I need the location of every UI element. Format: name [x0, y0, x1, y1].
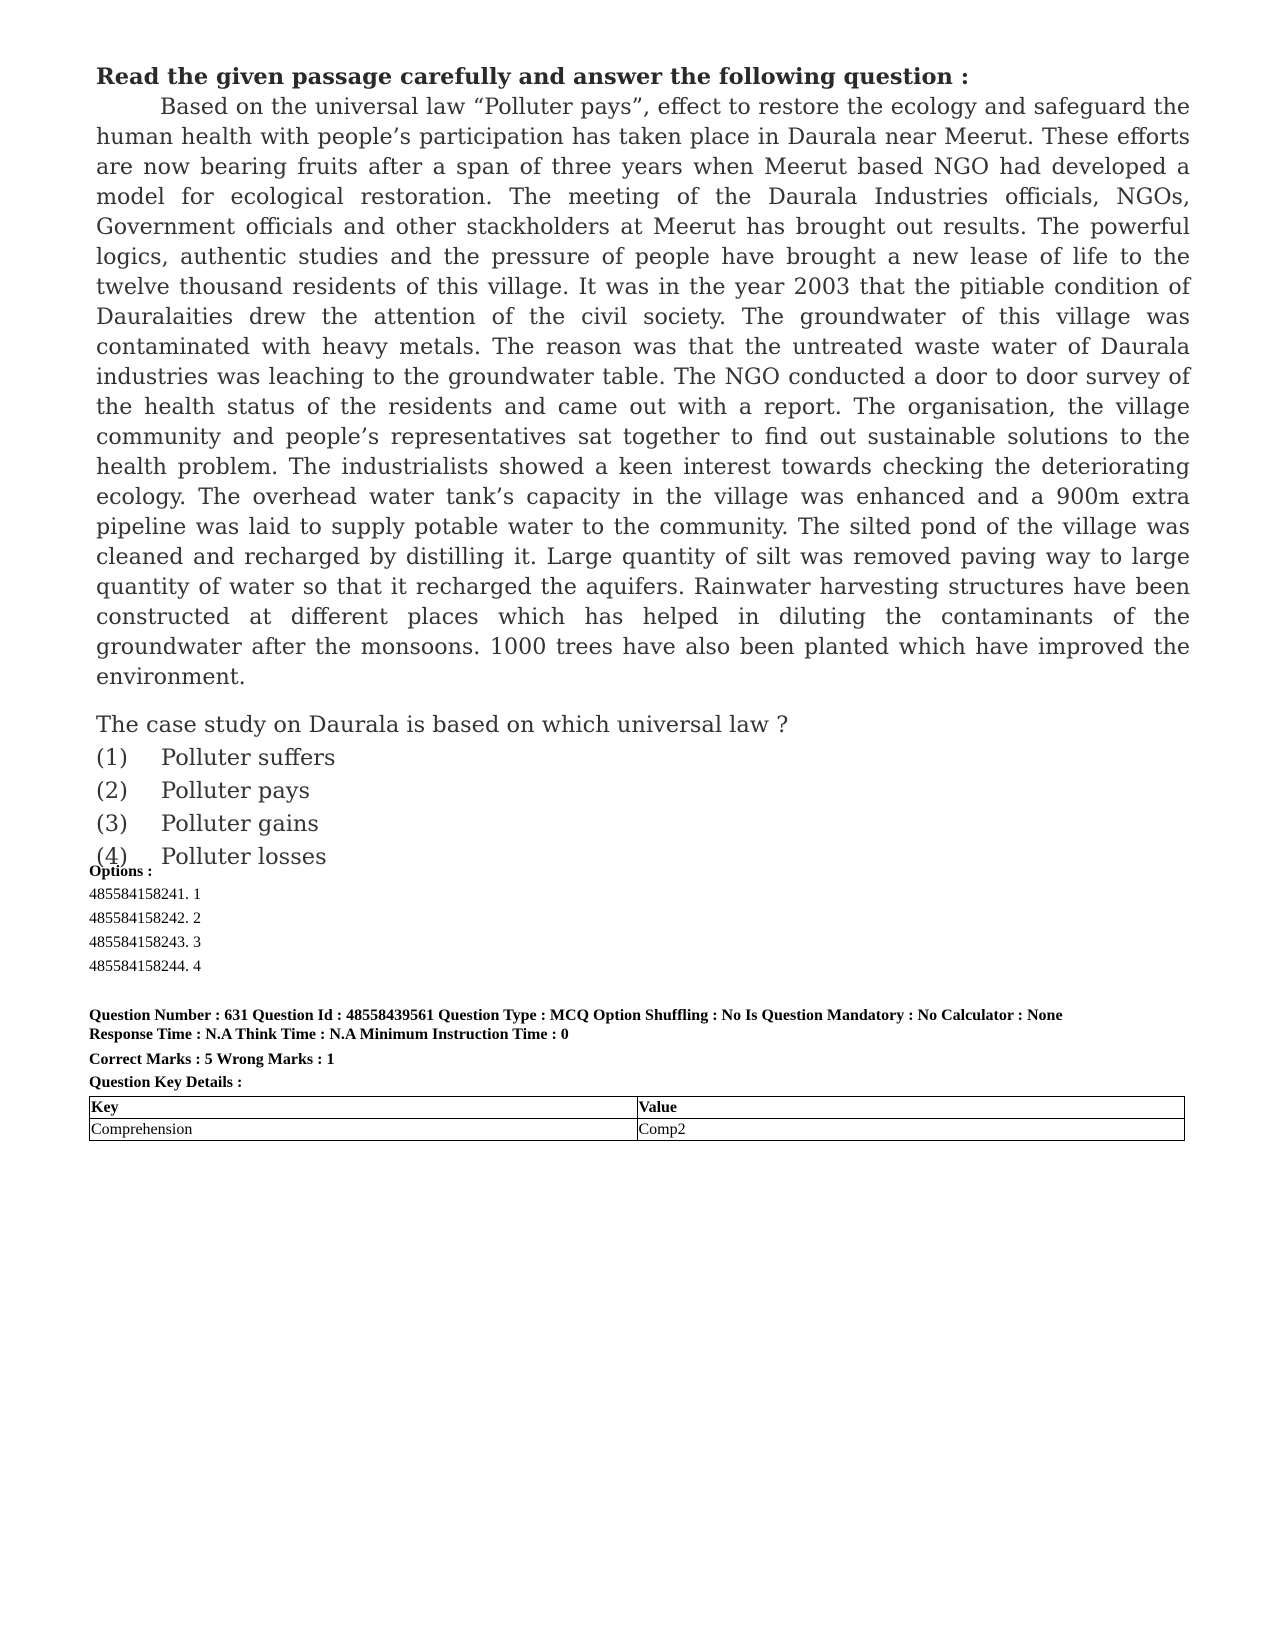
- choice-number: (3): [96, 811, 128, 837]
- choice-number: (1): [96, 745, 128, 771]
- choice-item: [96, 742, 1190, 775]
- choice-list: [96, 742, 1190, 874]
- question-info-line-1: Question Number : 631 Question Id : 48558439561 Question Type : MCQ Option Shuffling : No Is Question Mandatory : No Calculator : None: [89, 1007, 1063, 1024]
- choice-item: [96, 808, 1190, 841]
- question-meta: [89, 861, 1185, 1141]
- table-header-row: [90, 1097, 1185, 1119]
- option-id-row: 485584158244. 4: [89, 958, 201, 975]
- key-details-table: [89, 1096, 1185, 1141]
- table-header-key: Key: [90, 1097, 638, 1119]
- option-id-row: 485584158243. 3: [89, 934, 201, 951]
- passage-body: Based on the universal law “Polluter pays”, effect to restore the ecology and safeguard the human health with people’s participation has taken place in Daurala near Meerut. These efforts are now bearing fruits after a span of three years when Meerut based NGO had developed a model for ecological restoration. The meeting of the Daurala Industries officials, NGOs, Government officials and other stackholders at Meerut has brought out results. The powerful logics, authentic studies and the pressure of people have brought a new lease of life to the twelve thousand residents of this village. It was in the year 2003 that the pitiable condition of Dauralaities drew the attention of the civil society. The groundwater of this village was contaminated with heavy metals. The reason was that the untreated waste water of Daurala industries was leaching to the groundwater table. The NGO conducted a door to door survey of the health status of the residents and came out with a report. The organisation, the village community and people’s representatives sat together to find out sustainable solutions to the health problem. The industrialists showed a keen interest towards checking the deteriorating ecology. The overhead water tank’s capacity in the village was enhanced and a 900m extra pipeline was laid to supply potable water to the community. The silted pond of the village was cleaned and recharged by distilling it. Large quantity of silt was removed paving way to large quantity of water so that it recharged the aquifers. Rainwater harvesting structures have been constructed at different places which has helped in diluting the contaminants of the groundwater after the monsoons. 1000 trees have also been planted which have improved the environment.: [96, 94, 1190, 690]
- question-info-line-2: Response Time : N.A Think Time : N.A Minimum Instruction Time : 0: [89, 1026, 569, 1043]
- options-title: Options :: [89, 863, 153, 880]
- choice-number: (2): [96, 778, 128, 804]
- table-header-value: Value: [637, 1097, 1185, 1119]
- marks-line: Correct Marks : 5 Wrong Marks : 1: [89, 1051, 335, 1068]
- choice-label: Polluter gains: [161, 811, 319, 837]
- question-text: The case study on Daurala is based on which universal law ?: [96, 712, 789, 738]
- passage-image-block: [96, 62, 1190, 874]
- table-cell-key: Comprehension: [90, 1119, 638, 1141]
- choice-item: [96, 775, 1190, 808]
- passage-heading: Read the given passage carefully and answer the following question :: [96, 64, 970, 90]
- choice-label: Polluter pays: [161, 778, 310, 804]
- option-id-row: 485584158241. 1: [89, 886, 201, 903]
- choice-number: (4): [96, 844, 128, 870]
- option-id-row: 485584158242. 2: [89, 910, 201, 927]
- table-cell-value: Comp2: [637, 1119, 1185, 1141]
- table-row: [90, 1119, 1185, 1141]
- choice-label: Polluter losses: [161, 844, 327, 870]
- key-details-title: Question Key Details :: [89, 1074, 243, 1091]
- choice-label: Polluter suffers: [161, 745, 336, 771]
